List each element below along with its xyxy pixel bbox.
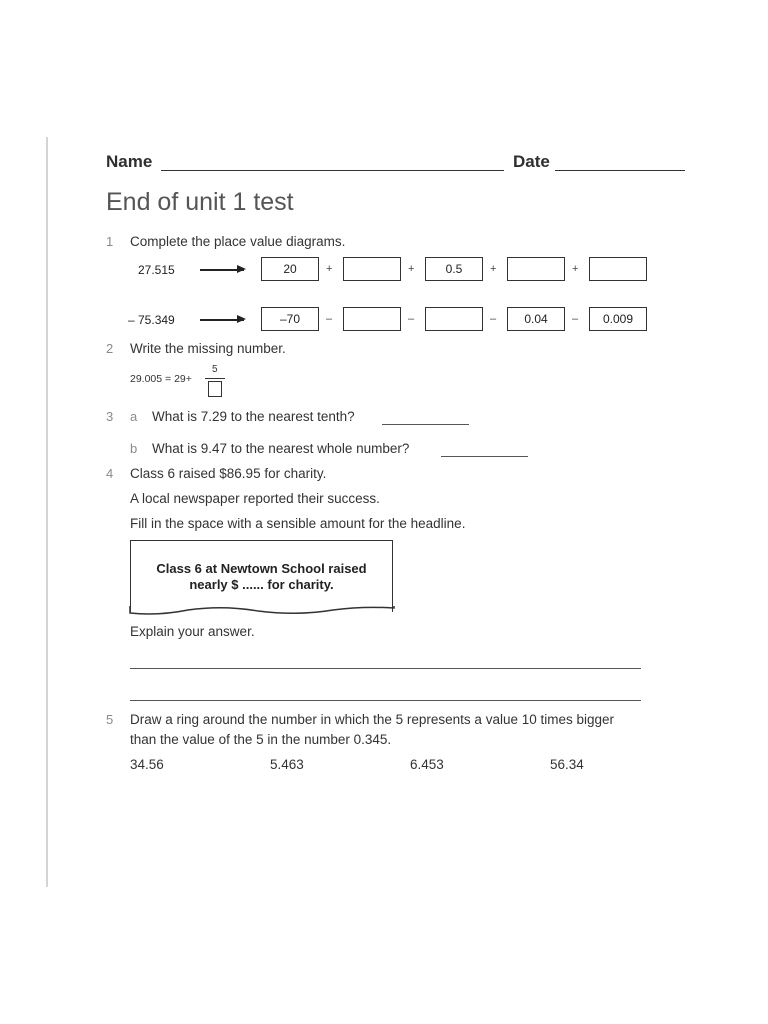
question-1-text: Complete the place value diagrams. <box>130 234 346 249</box>
row1-number: 27.515 <box>138 263 175 277</box>
date-label: Date <box>513 152 550 171</box>
question-number-5: 5 <box>106 712 114 727</box>
row1-operator-1: + <box>326 263 333 275</box>
q3a-label: a <box>130 409 138 424</box>
row1-box-5[interactable] <box>589 257 647 281</box>
headline-line-1: Class 6 at Newtown School raised <box>156 561 367 576</box>
row2-operator-2: – <box>408 313 415 325</box>
row1-operator-3: + <box>490 263 497 275</box>
newspaper-headline <box>130 540 393 612</box>
headline-line-2: nearly $ ...... for charity. <box>189 577 334 592</box>
q3a-answer-line[interactable] <box>382 424 469 425</box>
row1-box-2[interactable] <box>343 257 401 281</box>
q3b-label: b <box>130 441 138 456</box>
q2-numerator: 5 <box>212 364 218 375</box>
row2-operator-1: – <box>326 313 333 325</box>
q2-equation: 29.005 = 29+ <box>130 373 192 385</box>
row2-operator-4: – <box>572 313 579 325</box>
q4-line-1: Class 6 raised $86.95 for charity. <box>130 466 327 481</box>
q5-option-1[interactable]: 34.56 <box>130 757 164 772</box>
row1-operator-2: + <box>408 263 415 275</box>
q4-explain-prompt: Explain your answer. <box>130 624 255 639</box>
q2-fraction-bar <box>205 378 225 379</box>
question-number-1: 1 <box>106 234 114 249</box>
row1-box-4[interactable] <box>507 257 565 281</box>
page-title: End of unit 1 test <box>106 188 294 216</box>
question-number-2: 2 <box>106 341 114 356</box>
q5-option-4[interactable]: 56.34 <box>550 757 584 772</box>
row2-number: – 75.349 <box>128 313 175 327</box>
q4-line-2: A local newspaper reported their success. <box>130 491 380 506</box>
q3b-text: What is 9.47 to the nearest whole number? <box>152 441 410 456</box>
q3a-text: What is 7.29 to the nearest tenth? <box>152 409 355 424</box>
q5-line-1: Draw a ring around the number in which the 5 represents a value 10 times bigger <box>130 712 615 727</box>
row1-box-1[interactable]: 20 <box>261 257 319 281</box>
q2-denominator-box[interactable] <box>208 381 222 397</box>
row1-box-3[interactable]: 0.5 <box>425 257 483 281</box>
row1-arrow-icon <box>200 269 244 271</box>
row1-operator-4: + <box>572 263 579 275</box>
page-margin-line <box>46 137 48 887</box>
q5-option-2[interactable]: 5.463 <box>270 757 304 772</box>
torn-edge-icon <box>128 605 396 617</box>
question-number-4: 4 <box>106 466 114 481</box>
q5-line-2: than the value of the 5 in the number 0.345. <box>130 732 392 747</box>
row2-box-3[interactable] <box>425 307 483 331</box>
row2-box-2[interactable] <box>343 307 401 331</box>
name-field[interactable] <box>161 170 504 171</box>
row2-box-5[interactable]: 0.009 <box>589 307 647 331</box>
row2-arrow-icon <box>200 319 244 321</box>
date-field[interactable] <box>555 170 685 171</box>
q5-option-3[interactable]: 6.453 <box>410 757 444 772</box>
q4-answer-line-2[interactable] <box>130 700 641 701</box>
row2-box-4[interactable]: 0.04 <box>507 307 565 331</box>
row2-operator-3: – <box>490 313 497 325</box>
row2-box-1[interactable]: –70 <box>261 307 319 331</box>
q4-line-3: Fill in the space with a sensible amount for the headline. <box>130 516 466 531</box>
question-number-3: 3 <box>106 409 114 424</box>
q4-answer-line-1[interactable] <box>130 668 641 669</box>
q3b-answer-line[interactable] <box>441 456 528 457</box>
name-label: Name <box>106 152 153 171</box>
question-2-text: Write the missing number. <box>130 341 286 356</box>
